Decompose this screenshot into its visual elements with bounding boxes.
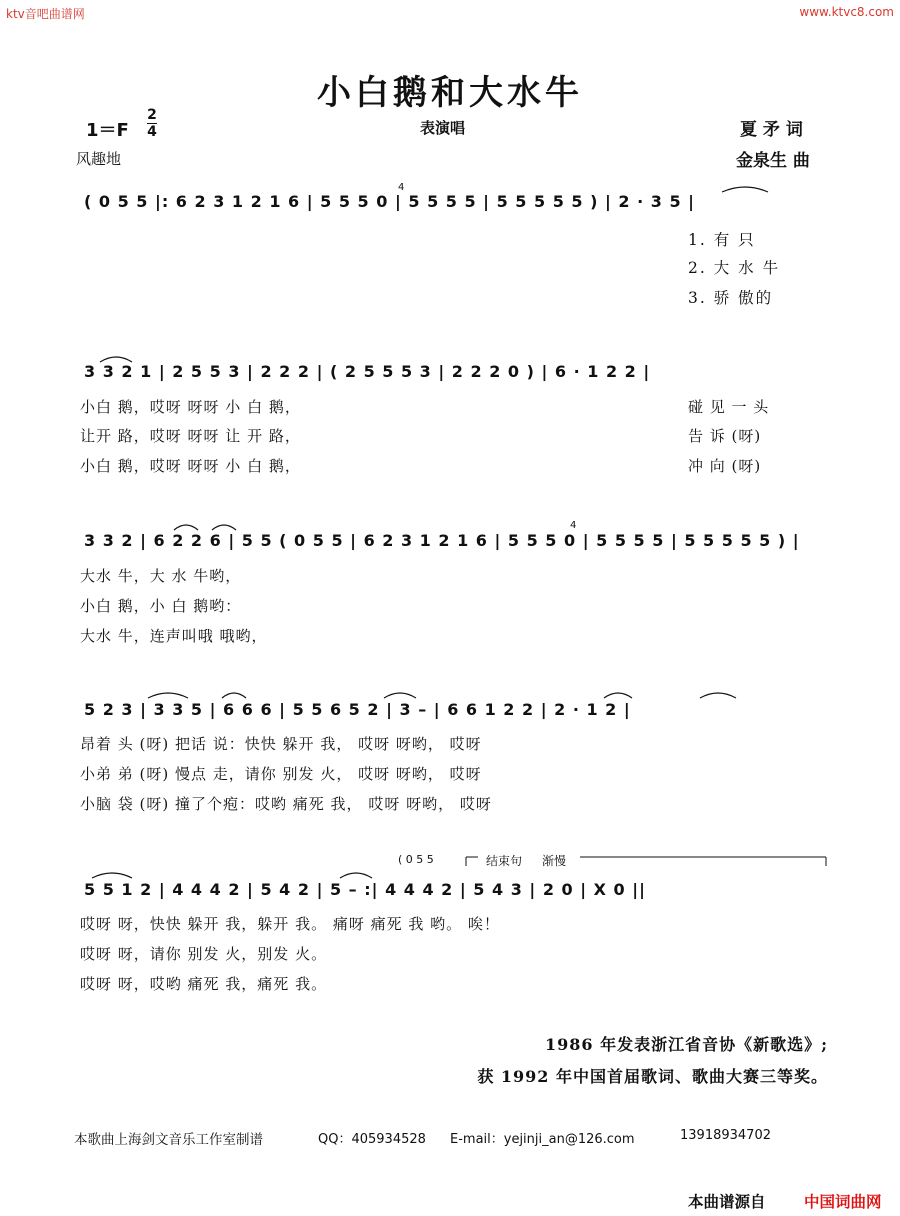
time-signature [147,108,157,139]
system3-lyric-3: 大水 牛，连声叫哦 哦哟， [80,627,268,645]
footer-email: E-mail：yejinji_an@126.com [450,1132,635,1147]
system4-lyric-1: 昂着 头 (呀) 把话 说：快快 躲开 我， 哎呀 呀哟， 哎呀 [80,735,482,753]
system3-notes: 3 3 2 | 6 2 2 6 | 5 5 ( 0 5 5 | 6 2 3 1 2 1 6 | 5 5 5 0 | 5 5 5 5 | 5 5 5 5 5 ) | [84,531,800,550]
lyricist: 夏 矛 词 [740,120,803,140]
system2-lyric-2a: 让开 路，哎呀 呀呀 让 开 路， [80,427,301,445]
key-signature: 1＝F [86,120,129,141]
system3-lyric-2: 小白 鹅，小 白 鹅哟： [80,597,242,615]
system5-lyric-1: 哎呀 呀，快快 躲开 我，躲开 我。 痛呀 痛死 我 哟。 唉！ [80,915,500,933]
publication-line-2: 获 1992 年中国首届歌词、歌曲大赛三等奖。 [477,1067,828,1086]
system2-lyric-2b: 告 诉 (呀) [688,427,762,445]
footer-credit: 本歌曲上海剑文音乐工作室制谱 [74,1132,263,1148]
publication-line-1: 1986 年发表浙江省音协《新歌选》; [544,1035,828,1054]
footer-phone: 13918934702 [680,1128,771,1143]
system2-notes: 3 3 2 1 | 2 5 5 3 | 2 2 2 | ( 2 5 5 5 3 | 2 2 2 0 ) | 6 · 1 2 2 | [84,362,651,381]
system5-lyric-2: 哎呀 呀，请你 别发 火，别发 火。 [80,945,328,963]
system5-notes: 5 5 1 2 | 4 4 4 2 | 5 4 2 | 5 – :| 4 4 4 2 | 5 4 3 | 2 0 | X 0 || [84,880,646,899]
system1-grace-note: 4 [398,182,405,193]
source-site-link[interactable]: 中国词曲网 [804,1193,882,1211]
system1-lyric-3: 3. 骄 傲的 [688,289,774,307]
system1-lyric-2: 2. 大 水 牛 [688,259,781,277]
performance-style: 表演唱 [420,119,466,137]
composer: 金泉生 曲 [736,151,810,171]
ending-phrase-note: ( 0 5 5 [398,853,434,866]
tempo-mood: 风趣地 [76,150,122,168]
system3-grace-note: 4 [570,520,577,531]
source-label: 本曲谱源自 [688,1193,766,1211]
system1-lyric-1: 1. 有 只 [688,231,756,249]
ending-phrase-label: 结束句 [486,854,523,868]
system2-lyric-3b: 冲 向 (呀) [688,457,762,475]
system2-lyric-1a: 小白 鹅，哎呀 呀呀 小 白 鹅， [80,398,301,416]
system1-notes: ( 0 5 5 |: 6 2 3 1 2 1 6 | 5 5 5 0 | 5 5 5 5 | 5 5 5 5 5 ) | 2 · 3 5 | [84,192,696,211]
system2-lyric-1b: 碰 见 一 头 [688,398,770,416]
system2-lyric-3a: 小白 鹅，哎呀 呀呀 小 白 鹅， [80,457,301,475]
system3-lyric-1: 大水 牛，大 水 牛哟， [80,567,242,585]
footer-qq: QQ：405934528 [318,1132,426,1147]
ending-tempo: 渐慢 [542,854,567,868]
system4-notes: 5 2 3 | 3 3 5 | 6 6 6 | 5 5 6 5 2 | 3 – | 6 6 1 2 2 | 2 · 1 2 | [84,700,631,719]
time-numerator: 2 [147,107,157,123]
time-denominator: 4 [147,124,157,140]
system5-lyric-3: 哎呀 呀，哎哟 痛死 我，痛死 我。 [80,975,328,993]
page-title: 小白鹅和大水牛 [317,73,583,113]
watermark-left: ktv音吧曲谱网 [6,7,85,21]
system4-lyric-2: 小弟 弟 (呀) 慢点 走，请你 别发 火， 哎呀 呀哟， 哎呀 [80,765,482,783]
system4-lyric-3: 小脑 袋 (呀) 撞了个疱：哎哟 痛死 我， 哎呀 呀哟， 哎呀 [80,795,492,813]
watermark-right: www.ktvc8.com [799,5,894,19]
